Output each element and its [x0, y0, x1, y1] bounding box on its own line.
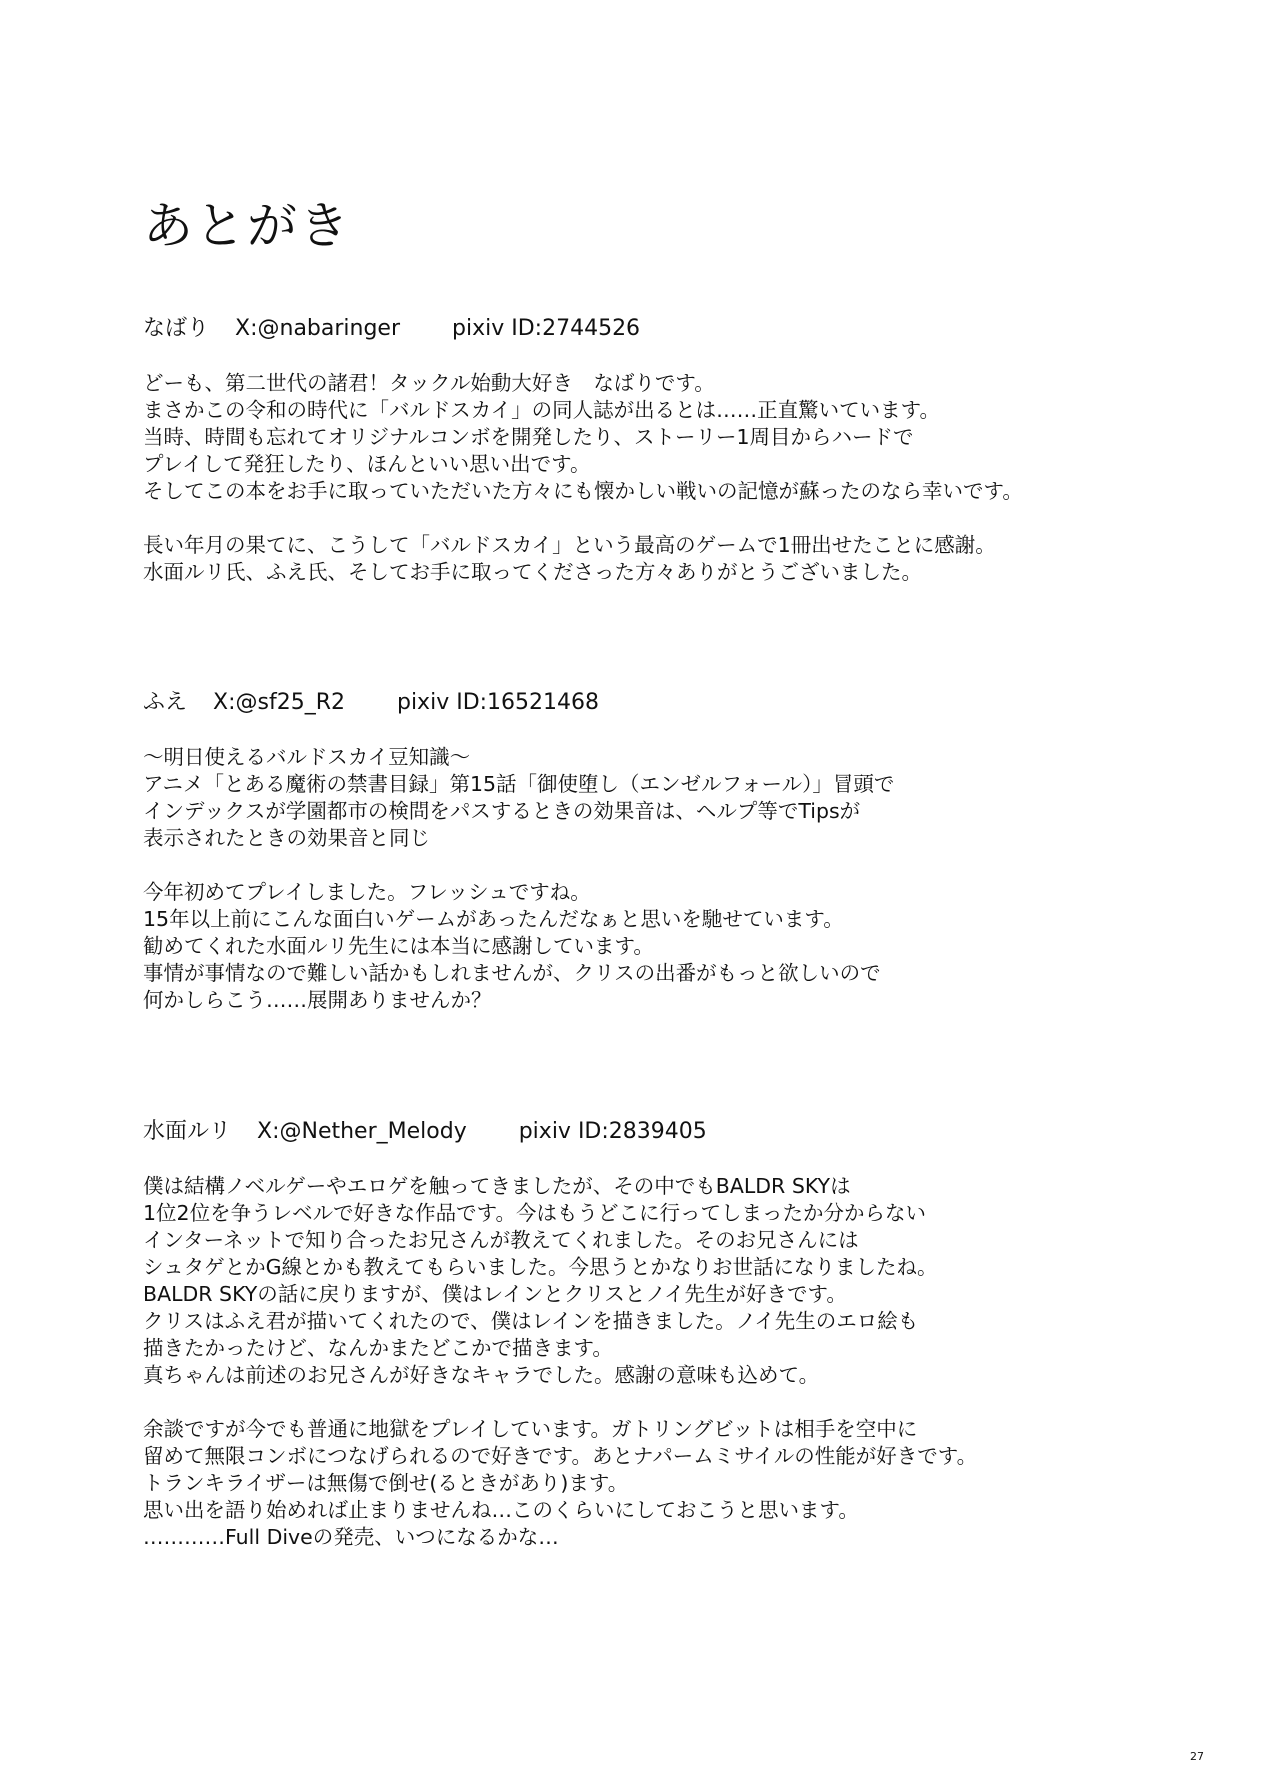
text-line: 余談ですが今でも普通に地獄をプレイしています。ガトリングビットは相手を空中に: [143, 1417, 918, 1441]
text-line: 水面ルリ氏、ふえ氏、そしてお手に取ってくださった方々ありがとうございました。: [143, 560, 922, 584]
pixiv-id: pixiv ID:16521468: [396, 690, 600, 715]
paragraph: [143, 370, 1153, 505]
text-line: 思い出を語り始めれば止まりませんね…このくらいにしておこうと思います。: [143, 1498, 859, 1522]
text-line: …………Full Diveの発売、いつになるかな…: [143, 1525, 559, 1549]
pixiv-id: pixiv ID:2839405: [518, 1119, 707, 1144]
text-line: 僕は結構ノベルゲーやエロゲを触ってきましたが、その中でもBALDR SKYは: [143, 1174, 851, 1198]
afterword-section-minamo-ruri: [143, 1117, 1153, 1551]
text-line: 当時、時間も忘れてオリジナルコンボを開発したり、ストーリー1周目からハードで: [143, 425, 914, 449]
author-header: [143, 1117, 1153, 1147]
paragraph: [143, 744, 1153, 852]
x-handle: X:@sf25_R2: [213, 690, 345, 715]
text-line: 留めて無限コンボにつなげられるので好きです。あとナパームミサイルの性能が好きです。: [143, 1444, 978, 1468]
text-line: そしてこの本をお手に取っていただいた方々にも懐かしい戦いの記憶が蘇ったのなら幸いです。: [143, 479, 1023, 503]
text-line: インデックスが学園都市の検問をパスするときの効果音は、ヘルプ等でTipsが: [143, 799, 861, 823]
paragraph: [143, 1416, 1153, 1551]
text-line: 長い年月の果てに、こうして「バルドスカイ」という最高のゲームで1冊出せたことに感謝。: [143, 533, 996, 557]
text-line: BALDR SKYの話に戻りますが、僕はレインとクリスとノイ先生が好きです。: [143, 1282, 847, 1306]
text-line: 今年初めてプレイしました。フレッシュですね。: [143, 880, 591, 904]
text-line: 15年以上前にこんな面白いゲームがあったんだなぁと思いを馳せています。: [143, 907, 844, 931]
author-name: 水面ルリ: [143, 1119, 232, 1144]
afterword-section-fue: [143, 688, 1153, 1014]
author-header: [143, 688, 1153, 718]
afterword-section-nabari: [143, 314, 1153, 586]
pixiv-id: pixiv ID:2744526: [452, 316, 641, 341]
author-name: ふえ: [143, 690, 188, 715]
x-handle: X:@nabaringer: [235, 316, 401, 341]
text-line: 表示されたときの効果音と同じ: [143, 826, 430, 850]
page-title: あとがき: [143, 197, 351, 255]
text-line: シュタゲとかG線とかも教えてもらいました。今思うとかなりお世話になりましたね。: [143, 1255, 938, 1279]
paragraph: [143, 1173, 1153, 1389]
text-line: 真ちゃんは前述のお兄さんが好きなキャラでした。感謝の意味も込めて。: [143, 1363, 820, 1387]
x-handle: X:@Nether_Melody: [257, 1119, 467, 1144]
text-line: 1位2位を争うレベルで好きな作品です。今はもうどこに行ってしまったか分からない: [143, 1201, 926, 1225]
text-line: どーも、第二世代の諸君！タックル始動大好き なばりです。: [143, 371, 715, 395]
page-number: 27: [1190, 1750, 1204, 1763]
text-line: まさかこの令和の時代に「バルドスカイ」の同人誌が出るとは……正直驚いています。: [143, 398, 941, 422]
text-line: インターネットで知り合ったお兄さんが教えてくれました。そのお兄さんには: [143, 1228, 859, 1252]
text-line: トランキライザーは無傷で倒せ(るときがあり)ます。: [143, 1471, 629, 1495]
paragraph: [143, 879, 1153, 1014]
text-line: アニメ「とある魔術の禁書目録」第15話「御使堕し（エンゼルフォール）」冒頭で: [143, 772, 895, 796]
text-line: 勧めてくれた水面ルリ先生には本当に感謝しています。: [143, 934, 654, 958]
author-header: [143, 314, 1153, 344]
text-line: 事情が事情なので難しい話かもしれませんが、クリスの出番がもっと欲しいので: [143, 961, 881, 985]
author-name: なばり: [143, 316, 210, 341]
paragraph: [143, 532, 1153, 586]
text-line: 何かしらこう……展開ありませんか？: [143, 988, 492, 1012]
text-line: クリスはふえ君が描いてくれたので、僕はレインを描きました。ノイ先生のエロ絵も: [143, 1309, 919, 1333]
text-line: プレイして発狂したり、ほんといい思い出です。: [143, 452, 591, 476]
text-line: 〜明日使えるバルドスカイ豆知識〜: [143, 745, 471, 769]
text-line: 描きたかったけど、なんかまたどこかで描きます。: [143, 1336, 613, 1360]
